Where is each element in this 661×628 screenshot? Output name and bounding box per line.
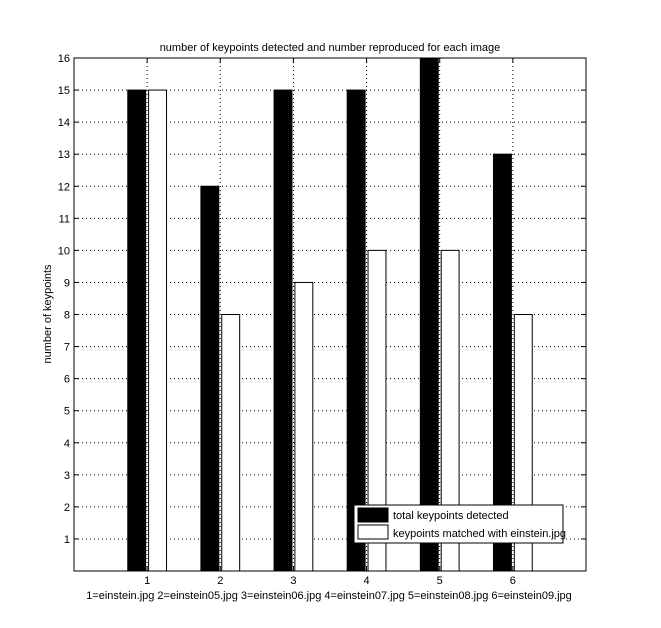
y-tick-label: 14: [57, 117, 70, 130]
legend-swatch-matched: [358, 525, 388, 539]
bar-matched: [149, 90, 167, 571]
y-tick-label: 3: [63, 469, 70, 482]
y-tick-label: 12: [57, 181, 70, 194]
bar-matched: [295, 282, 313, 571]
bar-total: [274, 90, 292, 571]
x-tick-label: 2: [217, 575, 224, 587]
y-tick-label: 11: [58, 213, 70, 226]
bar-total: [347, 90, 365, 571]
y-tick-label: 13: [57, 149, 70, 162]
x-tick-label: 3: [290, 575, 297, 587]
bar-matched: [222, 315, 240, 572]
x-tick-label: 4: [363, 575, 370, 587]
y-tick-label: 8: [63, 309, 70, 322]
y-axis-label: number of keypoints: [42, 264, 54, 364]
x-tick-label: 1: [144, 575, 151, 587]
chart-title: number of keypoints detected and number reproduced for each image: [159, 42, 501, 54]
legend-swatch-total: [358, 508, 388, 522]
y-tick-label: 4: [63, 437, 70, 450]
bar-total: [420, 58, 438, 571]
y-tick-label: 5: [63, 405, 70, 418]
bar-total: [201, 186, 219, 571]
y-tick-label: 2: [63, 501, 70, 514]
y-tick-label: 1: [63, 533, 70, 546]
x-axis-label: 1=einstein.jpg 2=einstein05.jpg 3=einstein06.jpg 4=einstein07.jpg 5=einstein08.jpg 6=einstein09.jpg: [86, 590, 572, 602]
legend-label-matched: keypoints matched with einstein.jpg: [393, 528, 567, 540]
y-tick-label: 10: [57, 245, 70, 258]
y-tick-label: 9: [63, 277, 70, 290]
y-tick-label: 16: [57, 53, 70, 65]
y-tick-label: 7: [63, 341, 70, 354]
legend-label-total: total keypoints detected: [393, 510, 509, 522]
x-tick-label: 5: [436, 575, 443, 587]
x-tick-label: 6: [509, 575, 516, 587]
bar-total: [128, 90, 146, 571]
legend: [354, 505, 566, 543]
y-tick-label: 6: [63, 373, 70, 386]
y-tick-label: 15: [57, 85, 70, 98]
